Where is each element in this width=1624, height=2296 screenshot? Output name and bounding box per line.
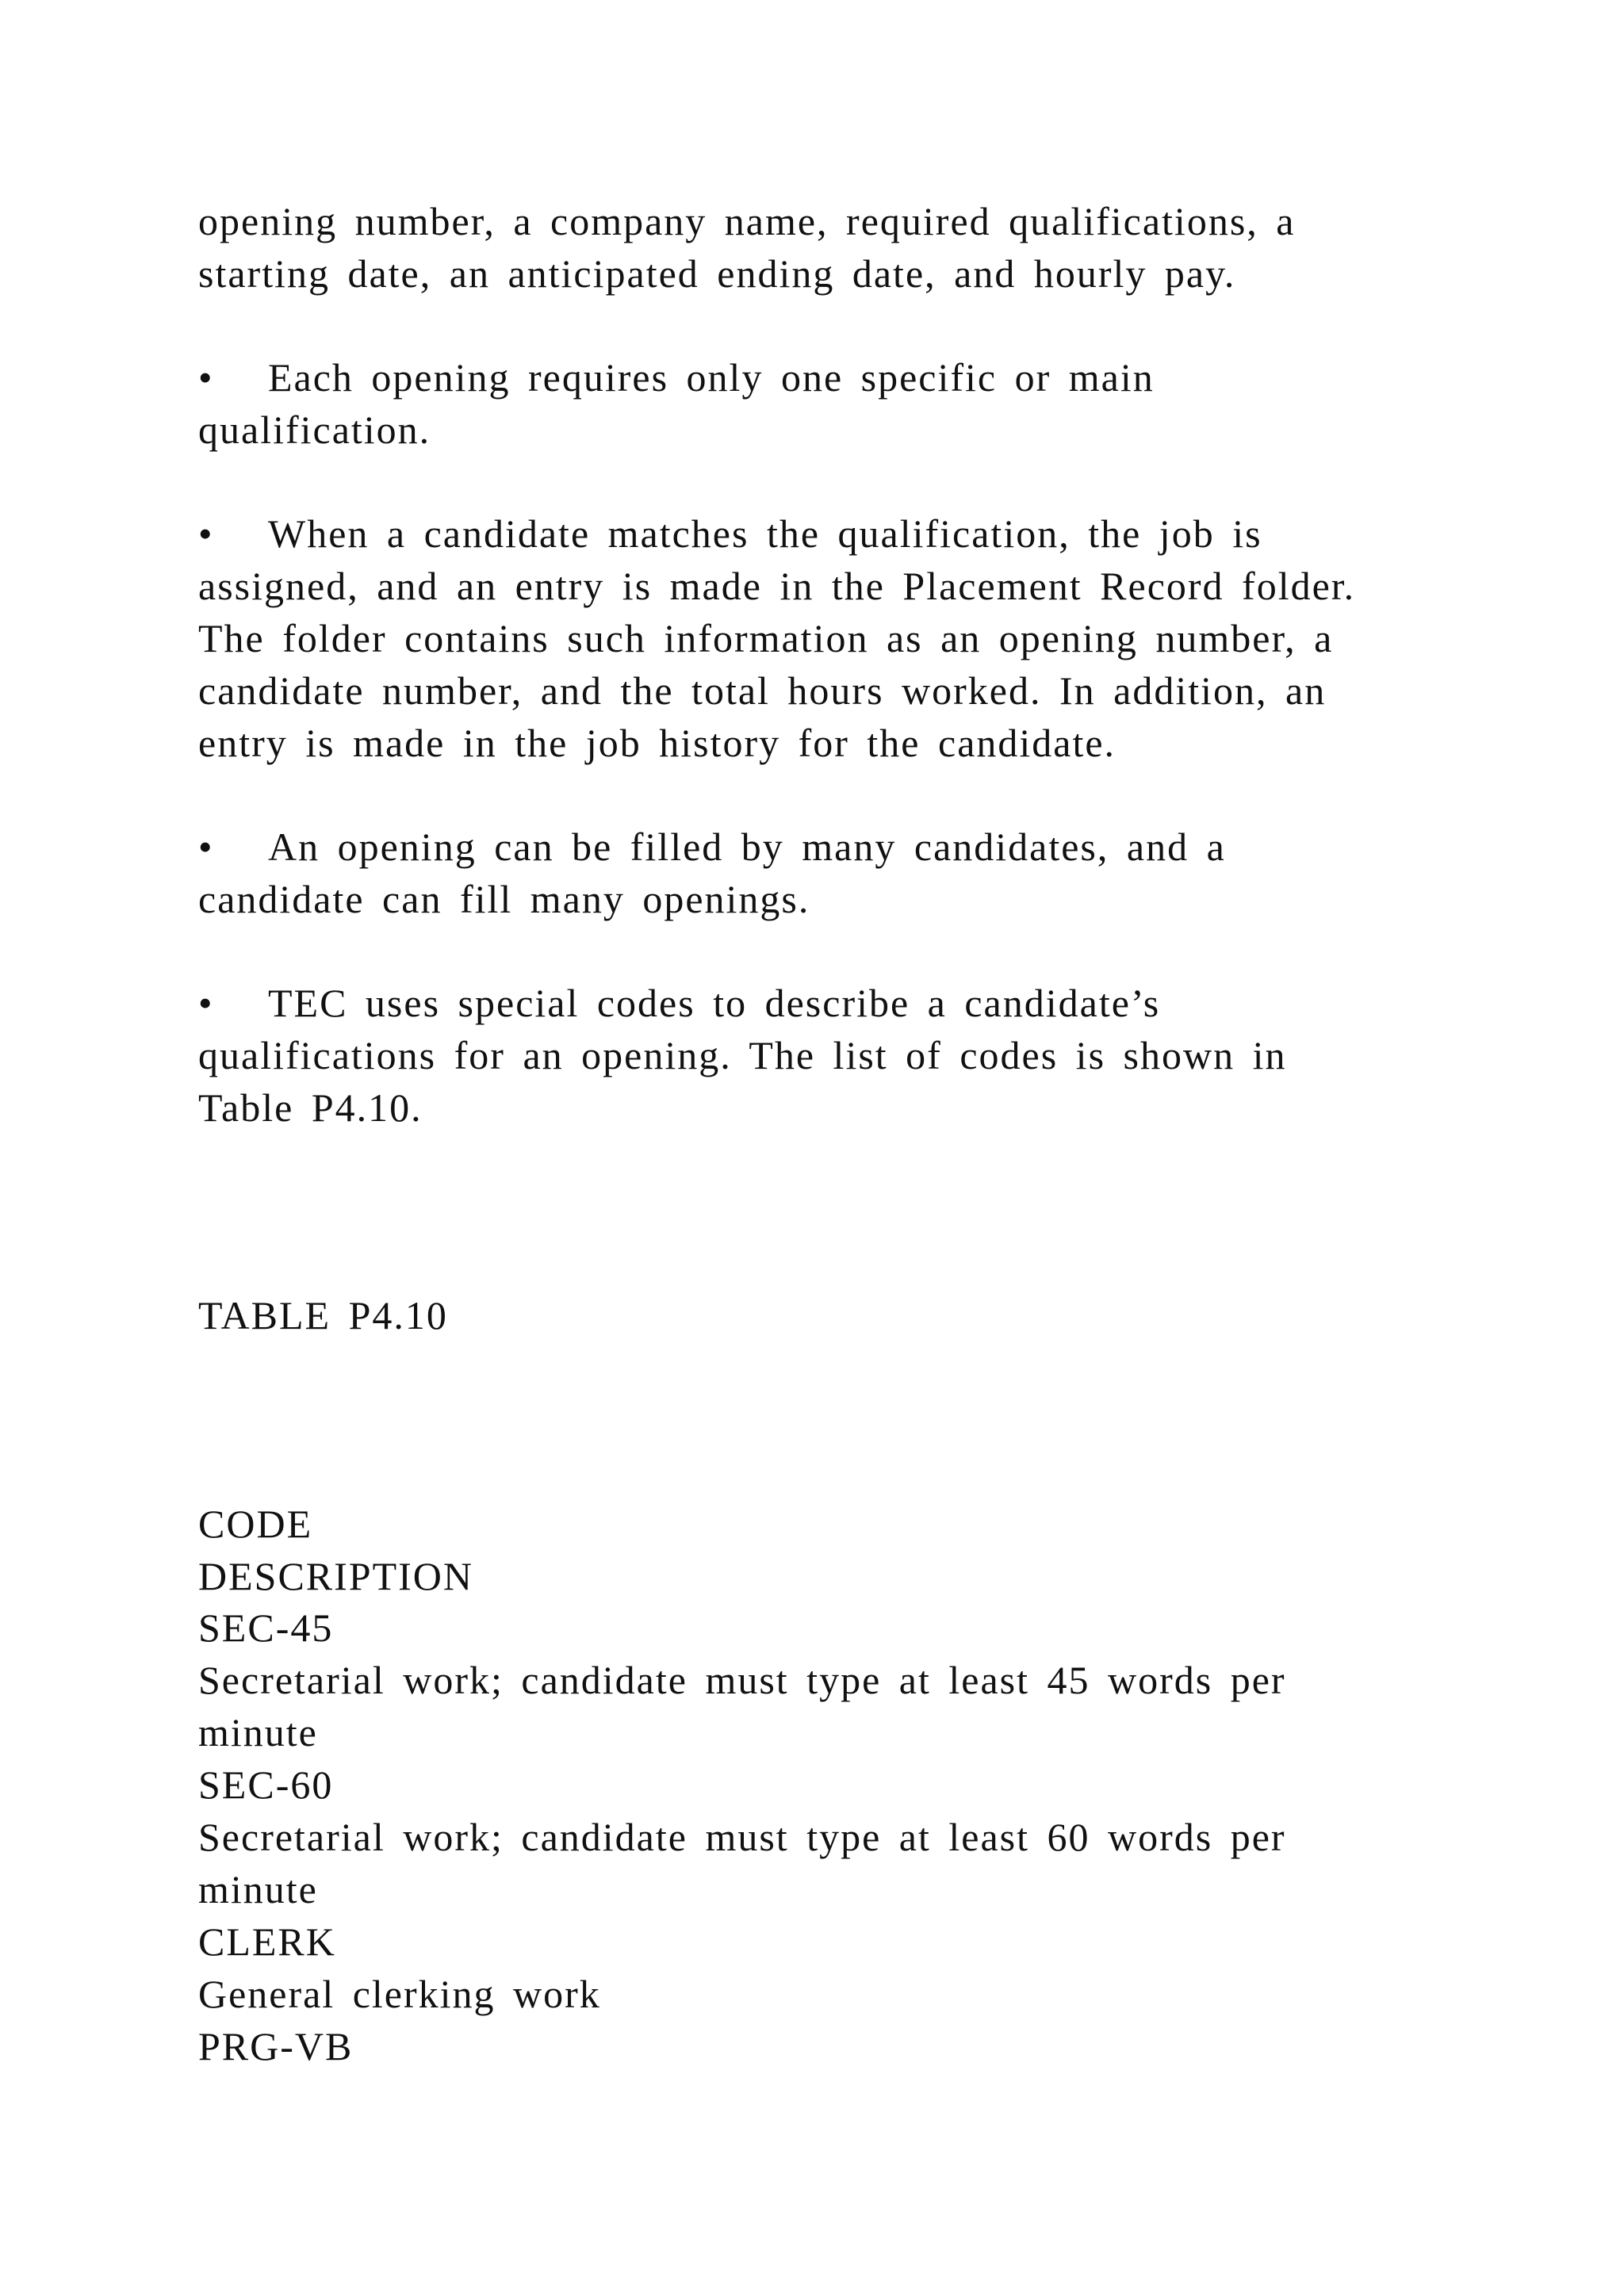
bullet-item bbox=[198, 511, 1262, 556]
bullet-item bbox=[198, 355, 1155, 400]
bullet-text: assigned, and an entry is made in the Placement Record folder. bbox=[198, 564, 1356, 608]
table-cell-description: minute bbox=[198, 1867, 318, 1911]
table-title: TABLE P4.10 bbox=[198, 1293, 448, 1337]
paragraph-text: starting date, an anticipated ending date, and hourly pay. bbox=[198, 251, 1236, 296]
bullet-text: Table P4.10. bbox=[198, 1085, 423, 1130]
bullet-marker: • bbox=[198, 511, 214, 556]
table-header-description: DESCRIPTION bbox=[198, 1554, 474, 1598]
bullet-item bbox=[198, 983, 1160, 1023]
bullet-text: entry is made in the job history for the candidate. bbox=[198, 721, 1116, 765]
bullet-text: candidate can fill many openings. bbox=[198, 877, 810, 921]
bullet-text: qualifications for an opening. The list of codes is shown in bbox=[198, 1033, 1287, 1077]
table-cell-description: minute bbox=[198, 1710, 318, 1755]
bullet-text: When a candidate matches the qualification, the job is bbox=[268, 511, 1262, 556]
bullet-marker: • bbox=[198, 981, 214, 1025]
bullet-text: TEC uses special codes to describe a candidate’s bbox=[268, 981, 1161, 1025]
table-cell-description: General clerking work bbox=[198, 1972, 601, 2016]
table-cell-code: SEC-45 bbox=[198, 1605, 334, 1650]
bullet-text: Each opening requires only one specific or main bbox=[268, 355, 1155, 400]
bullet-text: qualification. bbox=[198, 408, 431, 452]
table-cell-description: Secretarial work; candidate must type at least 60 words per bbox=[198, 1815, 1286, 1859]
bullet-marker: • bbox=[198, 825, 214, 869]
bullet-marker: • bbox=[198, 355, 214, 400]
paragraph-text: opening number, a company name, required qualifications, a bbox=[198, 199, 1296, 243]
bullet-text: candidate number, and the total hours worked. In addition, an bbox=[198, 668, 1327, 713]
table-cell-description: Secretarial work; candidate must type at least 45 words per bbox=[198, 1658, 1286, 1702]
table-cell-code: CLERK bbox=[198, 1919, 336, 1964]
table-cell-code: PRG-VB bbox=[198, 2024, 354, 2068]
table-cell-code: SEC-60 bbox=[198, 1762, 334, 1807]
bullet-item bbox=[198, 827, 1226, 867]
table-header-code: CODE bbox=[198, 1502, 313, 1546]
bullet-text: An opening can be filled by many candidates, and a bbox=[268, 825, 1226, 869]
bullet-text: The folder contains such information as an opening number, a bbox=[198, 616, 1334, 660]
